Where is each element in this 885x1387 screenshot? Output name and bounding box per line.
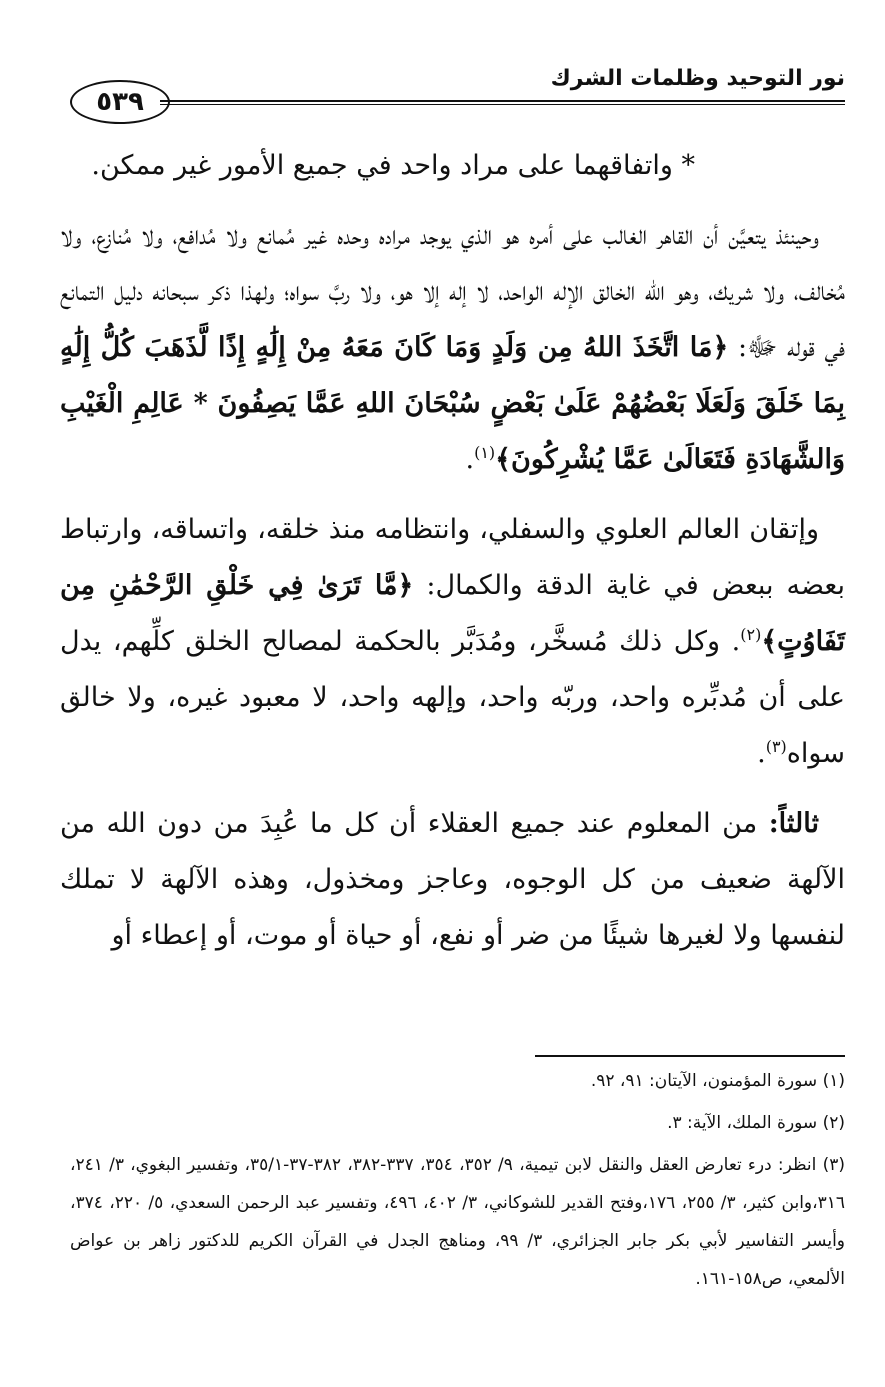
page-number-oval [70, 80, 170, 124]
footnote-1: (١) سورة المؤمنون، الآيتان: ٩١، ٩٢. [590, 1071, 845, 1091]
paragraph-4 [60, 796, 845, 964]
footnote-ref-2: (٢) [740, 625, 762, 644]
header-rule-thin [160, 104, 845, 105]
paragraph-1: * واتفاقهما على مراد واحد في جميع الأمور غير ممكن. [91, 150, 695, 181]
paragraph-3-text-a: وإتقان العالم العلوي والسفلي، وانتظامه منذ خلقه، واتساقه، وارتباط بعضه ببعض في غاية الدقة والكمال: [60, 514, 845, 601]
quran-verse-2: ﴿مَّا تَرَىٰ فِي خَلْقِ الرَّحْمَٰنِ مِن تَفَاوُتٍ﴾ [60, 570, 845, 657]
quran-verse-1: ﴿مَا اتَّخَذَ اللهُ مِن وَلَدٍ وَمَا كَانَ مَعَهُ مِنْ إِلَٰهٍ إِذًا لَّذَهَبَ كُلُّ إِلَٰهٍ بِمَا خَلَقَ وَلَعَلَا بَعْضُهُمْ عَلَىٰ بَعْضٍ سُبْحَانَ اللهِ عَمَّا يَصِفُونَ * عَالِمِ الْغَيْبِ وَالشَّهَادَةِ فَتَعَالَىٰ عَمَّا يُشْرِكُونَ﴾ [60, 332, 845, 475]
footnote-ref-1: (١) [474, 443, 496, 462]
paragraph-3 [60, 502, 845, 782]
running-header-title: نور التوحيد وظلمات الشرك [550, 66, 845, 91]
paragraph-4-text: من المعلوم عند جميع العقلاء أن كل ما عُبِدَ من دون الله من الآلهة ضعيف من كل الوجوه، وعاجز ومخذول، وهذه الآلهة لا تملك لنفسها ولا لغيرها شيئًا من ضر أو نفع، أو حياة أو موت، أو إعطاء أو [60, 808, 845, 951]
footnote-2: (٢) سورة الملك، الآية: ٣. [667, 1113, 845, 1133]
footnote-rule [535, 1055, 845, 1057]
paragraph-4-lead: ثالثاً: [768, 808, 819, 839]
main-text [60, 138, 845, 964]
page-number: ٥٣٩ [96, 87, 144, 117]
paragraph-3-end: . [757, 738, 766, 769]
footnote-3: (٣) انظر: درء تعارض العقل والنقل لابن تيمية، ٩/ ٣٥٢، ٣٥٤، ٣٣٧-٣٨٢، ٣٨٢-٣٧-٣٥/١، وتفسير البغوي، ٣/ ٢٤١، ٣١٦،وابن كثير، ٣/ ٢٥٥، ١٧٦،وفتح القدير للشوكاني، ٣/ ٤٠٢، ٤٩٦، وتفسير عبد الرحمن السعدي، ٥/ ٢٢٠، ٣٧٤، وأيسر التفاسير لأبي بكر جابر الجزائري، ٣/ ٩٩، ومناهج الجدل في القرآن الكريم للدكتور زاهر بن عواض الألمعي، ص١٥٨-١٦١. [70, 1155, 846, 1289]
paragraph-2-text: وحينئذ يتعيَّن أن القاهر الغالب على أمره هو الذي يوجد مراده وحده غير مُمانع ولا مُدافع، ولا مُنازع، ولا مُخالف، ولا شريك، وهو الله الخالق الإله الواحد، لا إله إلا هو، ولا ربَّ سواه؛ ولهذا ذكر سبحانه دليل التمانع في قوله ﷻ: [60, 220, 846, 363]
paragraph-3-text-b: . وكل ذلك مُسخَّر، ومُدَبَّر بالحكمة لمصالح الخلق كلِّهم، يدل على أن مُدبِّره واحد، وربّه واحد، وإلهه واحد، لا معبود غيره، ولا خالق سواه [60, 626, 845, 769]
paragraph-2: وحينئذ يتعيَّن أن القاهر الغالب على أمره هو الذي يوجد مراده وحده غير مُمانع ولا مُدافع، ولا مُنازع، ولا مُخالف، ولا شريك، وهو الله الخالق الإله الواحد، لا إله إلا هو، ولا ربَّ سواه؛ ولهذا ذكر سبحانه دليل التمانع في قوله ﷻ: ﴿مَا اتَّخَذَ اللهُ مِن وَلَدٍ وَمَا كَانَ مَعَهُ مِنْ إِلَٰهٍ إِذًا لَّذَهَبَ كُلُّ إِلَٰهٍ بِمَا خَلَقَ وَلَعَلَا بَعْضُهُمْ عَلَىٰ بَعْضٍ سُبْحَانَ اللهِ عَمَّا يَصِفُونَ * عَالِمِ الْغَيْبِ وَالشَّهَادَةِ فَتَعَالَىٰ عَمَّا يُشْرِكُونَ﴾$^{(١)}$. [60, 220, 846, 475]
header-rule [160, 100, 845, 102]
footnotes [70, 1062, 845, 1302]
footnote-ref-3: (٣) [765, 737, 787, 756]
